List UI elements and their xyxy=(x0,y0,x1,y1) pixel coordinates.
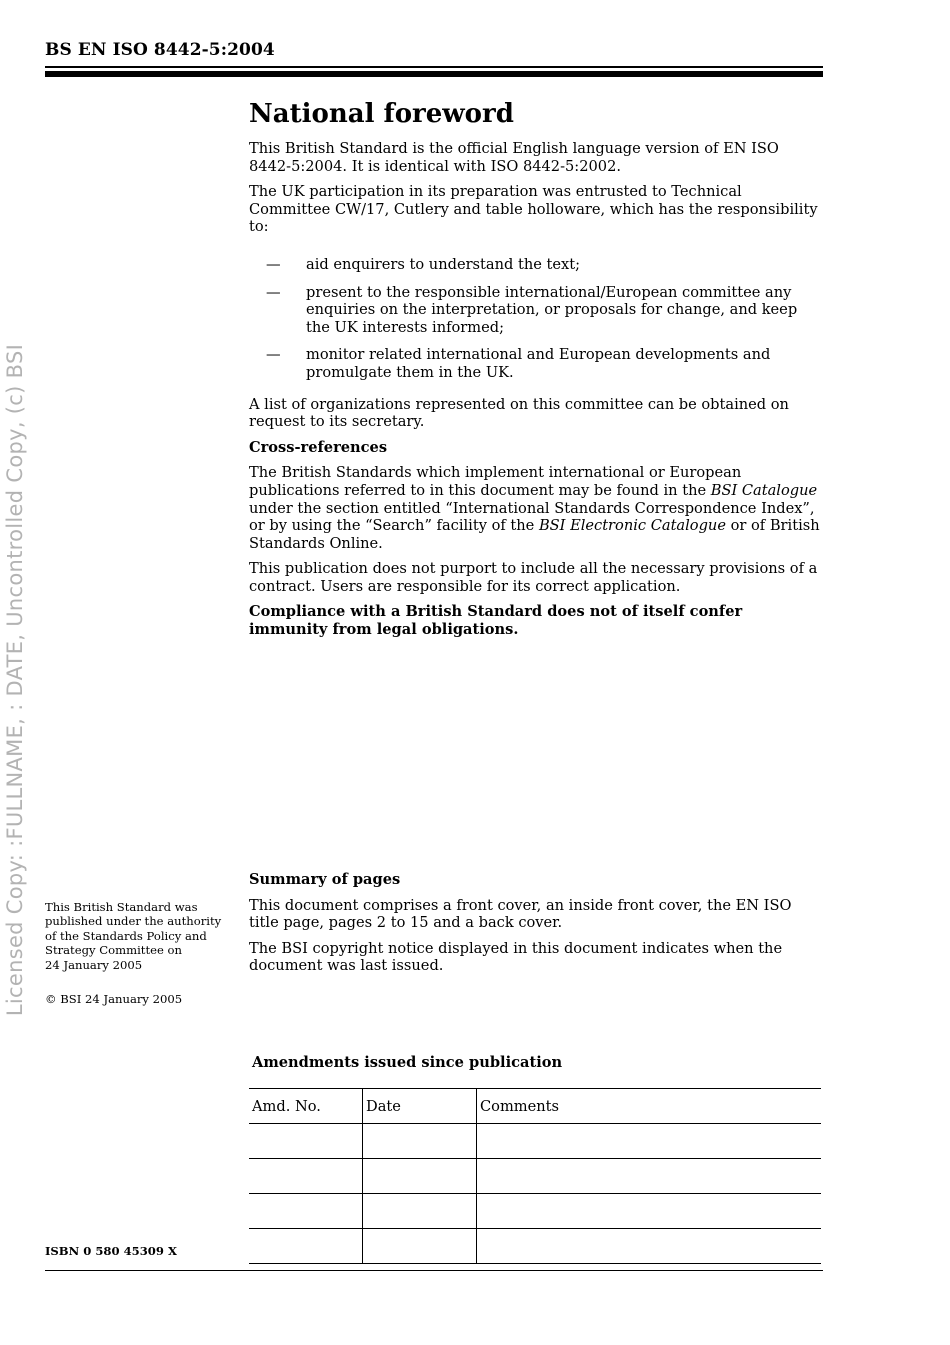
summary-pages-paragraph: This document comprises a front cover, an inside front cover, the EN ISO title page, pages 2 to 15 and a back cover. xyxy=(249,896,792,932)
responsibilities-list xyxy=(249,256,825,382)
list-item-text: present to the responsible international/European committee any enquiries on the interpretation, or proposals for change, and keep the UK interests informed; xyxy=(306,283,798,336)
publication-authority-note xyxy=(45,900,230,972)
page-title: National foreword xyxy=(249,99,514,129)
cross-references-paragraph xyxy=(249,464,825,552)
sidenote-line: published under the authority xyxy=(45,914,222,929)
document-header-number: BS EN ISO 8442-5:2004 xyxy=(45,40,275,60)
table-cell xyxy=(477,1124,822,1159)
compliance-statement: Compliance with a British Standard does not of itself confer immunity from legal obligations. xyxy=(249,603,743,639)
table-cell xyxy=(363,1124,477,1159)
provisions-paragraph: This publication does not purport to include all the necessary provisions of a contract. Users are responsible for its correct application. xyxy=(249,560,818,595)
summary-heading: Summary of pages xyxy=(249,871,401,888)
table-row xyxy=(249,1159,821,1194)
participation-paragraph: The UK participation in its preparation was entrusted to Technical Committee CW/17, Cutlery and table holloware, which has the responsibility to: xyxy=(249,183,818,236)
footer-rule xyxy=(45,1270,823,1271)
summary-of-pages-section xyxy=(249,871,825,983)
table-cell xyxy=(249,1159,363,1194)
table-cell xyxy=(249,1124,363,1159)
intro-paragraph: This British Standard is the official English language version of EN ISO 8442-5:2004. It is identical with ISO 8442-5:2002. xyxy=(249,140,779,175)
column-header-comments: Comments xyxy=(477,1089,822,1124)
column-header-date: Date xyxy=(363,1089,477,1124)
crossref-text-1: The British Standards which implement international or European publications referred to in this document may be found in the xyxy=(249,464,742,499)
table-cell xyxy=(249,1229,363,1264)
sidenote-line: Strategy Committee on xyxy=(45,943,182,958)
table-cell xyxy=(477,1194,822,1229)
copyright-notice-paragraph: The BSI copyright notice displayed in this document indicates when the document was last issued. xyxy=(249,939,783,975)
dash-marker: — xyxy=(266,283,281,301)
watermark-text: Licensed Copy: :FULLNAME, : DATE, Uncontrolled Copy, (c) BSI xyxy=(3,343,27,1017)
sidenote-line: This British Standard was xyxy=(45,900,198,914)
list-item xyxy=(249,256,825,274)
table-cell xyxy=(363,1229,477,1264)
column-header-amd-no: Amd. No. xyxy=(252,1097,321,1115)
amendments-heading: Amendments issued since publication xyxy=(252,1054,563,1071)
bsi-electronic-catalogue-title: BSI Electronic Catalogue xyxy=(538,517,726,535)
table-header-row xyxy=(249,1089,821,1124)
copyright-line: © BSI 24 January 2005 xyxy=(45,992,183,1006)
header-rule-thin xyxy=(45,66,823,68)
table-row xyxy=(249,1124,821,1159)
sidenote-line: 24 January 2005 xyxy=(45,957,143,972)
amendments-table xyxy=(249,1088,821,1264)
table-cell xyxy=(249,1194,363,1229)
dash-marker: — xyxy=(266,255,281,273)
crossref-text-2: under the section entitled “International Standards Correspondence Index”, or by using the “Search” facility of the xyxy=(249,499,815,535)
table-cell xyxy=(363,1159,477,1194)
table-cell xyxy=(477,1229,822,1264)
bsi-catalogue-title: BSI Catalogue xyxy=(710,481,818,499)
cross-references-heading: Cross-references xyxy=(249,438,388,456)
table-row xyxy=(249,1194,821,1229)
header-rule-thick xyxy=(45,71,823,77)
sidenote-line: of the Standards Policy and xyxy=(45,928,207,943)
list-item xyxy=(249,346,825,381)
national-foreword-section xyxy=(249,98,825,647)
crossref-text-3: or of British Standards Online. xyxy=(249,517,820,552)
dash-marker: — xyxy=(266,346,281,364)
table-cell xyxy=(363,1194,477,1229)
organizations-paragraph: A list of organizations represented on this committee can be obtained on request to its secretary. xyxy=(249,395,789,431)
list-item-text: aid enquirers to understand the text; xyxy=(306,255,581,273)
table-cell xyxy=(477,1159,822,1194)
list-item-text: monitor related international and European developments and promulgate them in the UK. xyxy=(306,346,771,381)
list-item xyxy=(249,284,825,337)
table-row xyxy=(249,1229,821,1264)
isbn-number: ISBN 0 580 45309 X xyxy=(45,1244,177,1258)
